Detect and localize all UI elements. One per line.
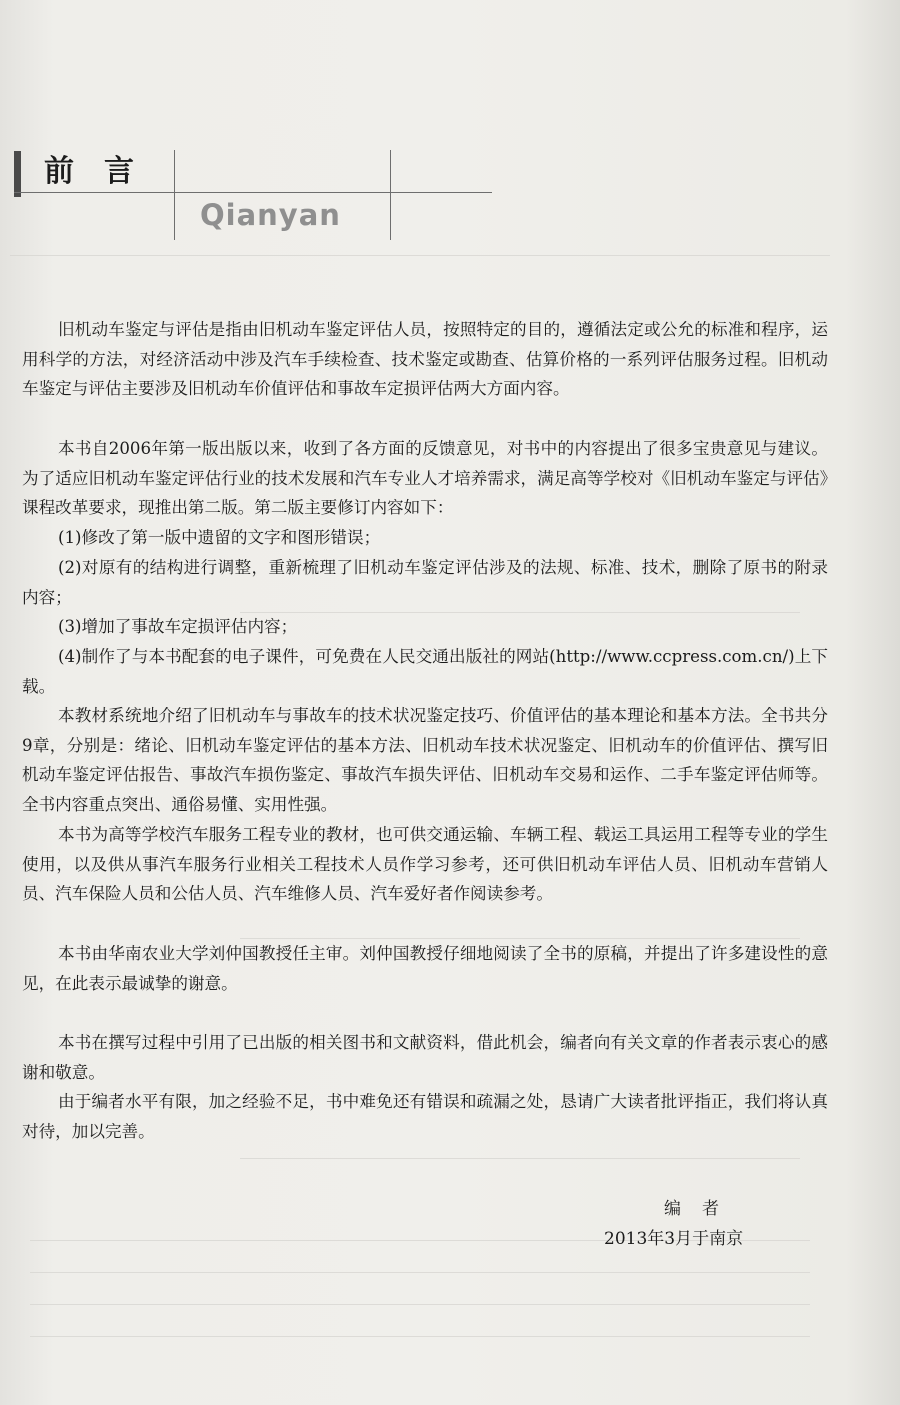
paragraph: 本书自2006年第一版出版以来，收到了各方面的反馈意见，对书中的内容提出了很多宝贵意见与建议。为了适应旧机动车鉴定评估行业的技术发展和汽车专业人才培养需求，满足高等学校对《旧机动车鉴定与评估》课程改革要求，现推出第二版。第二版主要修订内容如下： — [22, 439, 828, 518]
paragraph: 本教材系统地介绍了旧机动车与事故车的技术状况鉴定技巧、价值评估的基本理论和基本方法。全书共分9章，分别是：绪论、旧机动车鉴定评估的基本方法、旧机动车技术状况鉴定、旧机动车的价值评估、撰写旧机动车鉴定评估报告、事故汽车损伤鉴定、事故汽车损失评估、旧机动车交易和运作、二手车鉴定评估师等。全书内容重点突出、通俗易懂、实用性强。 — [22, 706, 828, 815]
ghost-line — [30, 1304, 810, 1305]
paragraph: 本书在撰写过程中引用了已出版的相关图书和文献资料，借此机会，编者向有关文章的作者表示衷心的感谢和敬意。 — [22, 1033, 828, 1082]
ghost-line — [240, 1158, 800, 1159]
header-divider — [390, 150, 391, 240]
list-item: (4)制作了与本书配套的电子课件，可免费在人民交通出版社的网站(http://www.ccpress.com.cn/)上下载。 — [22, 647, 828, 696]
ghost-line — [10, 255, 830, 256]
ghost-line — [30, 1336, 810, 1337]
page-title: 前言 — [44, 154, 164, 189]
paragraph: 本书由华南农业大学刘仲国教授任主审。刘仲国教授仔细地阅读了全书的原稿，并提出了许多建设性的意见，在此表示最诚挚的谢意。 — [22, 944, 828, 993]
signature-date: 2013年3月于南京 — [604, 1229, 744, 1249]
header-divider — [174, 150, 175, 240]
header-rule — [14, 192, 492, 193]
signature-author: 编 者 — [664, 1199, 721, 1219]
list-item: (3)增加了事故车定损评估内容； — [58, 617, 298, 636]
header-accent-bar — [14, 151, 21, 197]
paragraph: 本书为高等学校汽车服务工程专业的教材，也可供交通运输、车辆工程、载运工具运用工程等专业的学生使用，以及供从事汽车服务行业相关工程技术人员作学习参考，还可供旧机动车评估人员、旧机动车营销人员、汽车保险人员和公估人员、汽车维修人员、汽车爱好者作阅读参考。 — [22, 825, 828, 904]
list-item: (1)修改了第一版中遗留的文字和图形错误； — [58, 528, 381, 547]
list-item: (2)对原有的结构进行调整，重新梳理了旧机动车鉴定评估涉及的法规、标准、技术，删除了原书的附录内容； — [22, 558, 828, 607]
paragraph: 旧机动车鉴定与评估是指由旧机动车鉴定评估人员，按照特定的目的，遵循法定或公允的标准和程序，运用科学的方法，对经济活动中涉及汽车手续检查、技术鉴定或勘查、估算价格的一系列评估服务过程。旧机动车鉴定与评估主要涉及旧机动车价值评估和事故车定损评估两大方面内容。 — [22, 320, 828, 399]
ghost-line — [30, 1272, 810, 1273]
page-title-pinyin: Qianyan — [200, 198, 341, 232]
paragraph: 由于编者水平有限，加之经验不足，书中难免还有错误和疏漏之处，恳请广大读者批评指正，我们将认真对待，加以完善。 — [22, 1092, 828, 1141]
